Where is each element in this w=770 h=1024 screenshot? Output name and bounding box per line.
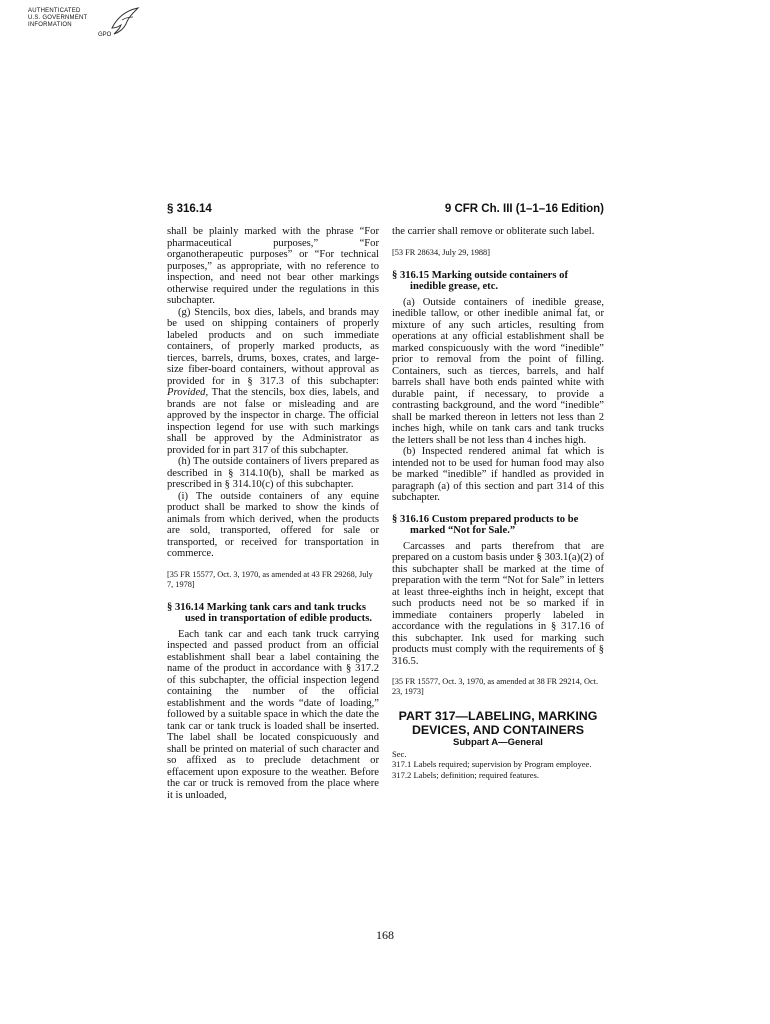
running-head-title: 9 CFR Ch. III (1–1–16 Edition) bbox=[444, 203, 604, 215]
part-heading: PART 317—LABELING, MARKING DEVICES, AND CONTAINERS bbox=[398, 709, 598, 737]
section-heading-316-15: § 316.15 Marking outside containers of inedible grease, etc. bbox=[392, 269, 568, 292]
paragraph-i: (i) The outside containers of any equine product shall be marked to show the kinds of animals from which derived, when the products are sold, transported, offered for sale or transported, or received for transportation in commerce. bbox=[167, 490, 379, 559]
toc-item: 317.2 Labels; definition; required features. bbox=[392, 769, 540, 780]
paragraph: shall be plainly marked with the phrase “For pharmaceutical purposes,” “For organotherapeutic purposes” or “For technical purposes,” as appropriate, with no reference to inspection, and need not bear other markings otherwise required under the regulations in this subchapter. bbox=[167, 226, 379, 306]
stamp-line-2: U.S. GOVERNMENT bbox=[28, 15, 88, 21]
stamp-line-3: INFORMATION bbox=[28, 22, 72, 28]
toc-item: 317.1 Labels required; supervision by Program employee. bbox=[392, 759, 592, 769]
stamp-gpo: GPO bbox=[98, 32, 112, 38]
paragraph-g-emphasis: Provided, bbox=[167, 387, 209, 398]
toc-heading: Sec. bbox=[392, 748, 407, 759]
citation: [35 FR 15577, Oct. 3, 1970, as amended at 43 FR 29268, July 7, 1978] bbox=[167, 569, 373, 589]
page-number: 168 bbox=[376, 928, 394, 942]
paragraph-a: (a) Outside containers of inedible grease, inedible tallow, or other inedible animal fat, or mixture of any such articles, resulting from operations at any official establishment shall be marked conspicuously with the word “inedible” prior to removal from the point of filling. Containers, such as tierces, barrels, and half barrels shall have both ends painted white with durable paint, if necessary, to provide a contrasting background, and the word “inedible” shall be marked thereon in letters not less than 2 inches high, while on tank cars and tank trucks the letters shall be not less than 4 inches high. bbox=[392, 296, 604, 446]
paragraph-g-text-a: (g) Stencils, box dies, labels, and brands may be used on shipping containers of properly labeled products and on such immediate containers, of properly marked products, as tierces, barrels, drums, boxes, crates, and large-size fiber-board containers, without approval as provided for in § 317.3 of this subchapter: bbox=[167, 306, 379, 387]
paragraph: Each tank car and each tank truck carrying inspected and passed product from an official establishment shall bear a label containing the name of the product in accordance with § 317.2 of this subchapter, the official inspection legend containing the number of the official establishment and the words “date of loading,” followed by a suitable space in which the date the tank car or tank truck is loaded shall be inserted. The label shall be located conspicuously and shall be printed on material of such character and so affixed as to preclude detachment or effacement upon exposure to the weather. Before the car or truck is removed from the place where it is unloaded, bbox=[167, 628, 379, 801]
right-column bbox=[392, 226, 604, 780]
citation: [35 FR 15577, Oct. 3, 1970, as amended at 38 FR 29214, Oct. 23, 1973] bbox=[392, 677, 599, 696]
paragraph-g-text-b: That the stencils, box dies, labels, and brands are not false or misleading and are approved by the inspector in charge. The official inspection legend for use with such markings shall be approved by the Administrator as provided for in part 317 of this subchapter. bbox=[167, 387, 379, 456]
paragraph-g bbox=[167, 307, 379, 457]
left-column bbox=[167, 226, 379, 801]
paragraph-h: (h) The outside containers of livers prepared as described in § 314.10(b), shall be marked as prescribed in § 314.10(c) of this subchapter. bbox=[167, 456, 379, 490]
eagle-icon bbox=[108, 6, 140, 36]
section-heading-316-14: § 316.14 Marking tank cars and tank trucks used in transportation of edible products. bbox=[167, 601, 372, 624]
section-heading-316-16: § 316.16 Custom prepared products to be marked “Not for Sale.” bbox=[392, 513, 579, 536]
table-of-contents bbox=[392, 749, 604, 781]
stamp-line-1: AUTHENTICATED bbox=[28, 8, 81, 14]
gpo-authentication-stamp bbox=[28, 6, 143, 46]
subpart-heading: Subpart A—General bbox=[453, 737, 543, 748]
paragraph: the carrier shall remove or obliterate such label. bbox=[392, 226, 595, 237]
running-head-section: § 316.14 bbox=[167, 203, 212, 215]
citation: [53 FR 28634, July 29, 1988] bbox=[392, 247, 490, 257]
paragraph-b: (b) Inspected rendered animal fat which is intended not to be used for human food may also be marked “inedible” if handled as provided in paragraph (a) of this section and part 314 of this subchapter. bbox=[392, 446, 604, 503]
paragraph: Carcasses and parts therefrom that are prepared on a custom basis under § 303.1(a)(2) of this subchapter shall be marked at the time of preparation with the term “Not for Sale” in letters at least three-eighths inch in height, except that such products need not be so marked if in immediate containers properly labeled in accordance with the regulations in § 317.16 of this subchapter. Ink used for marking such products must comply with the requirements of § 316.5. bbox=[392, 540, 604, 667]
